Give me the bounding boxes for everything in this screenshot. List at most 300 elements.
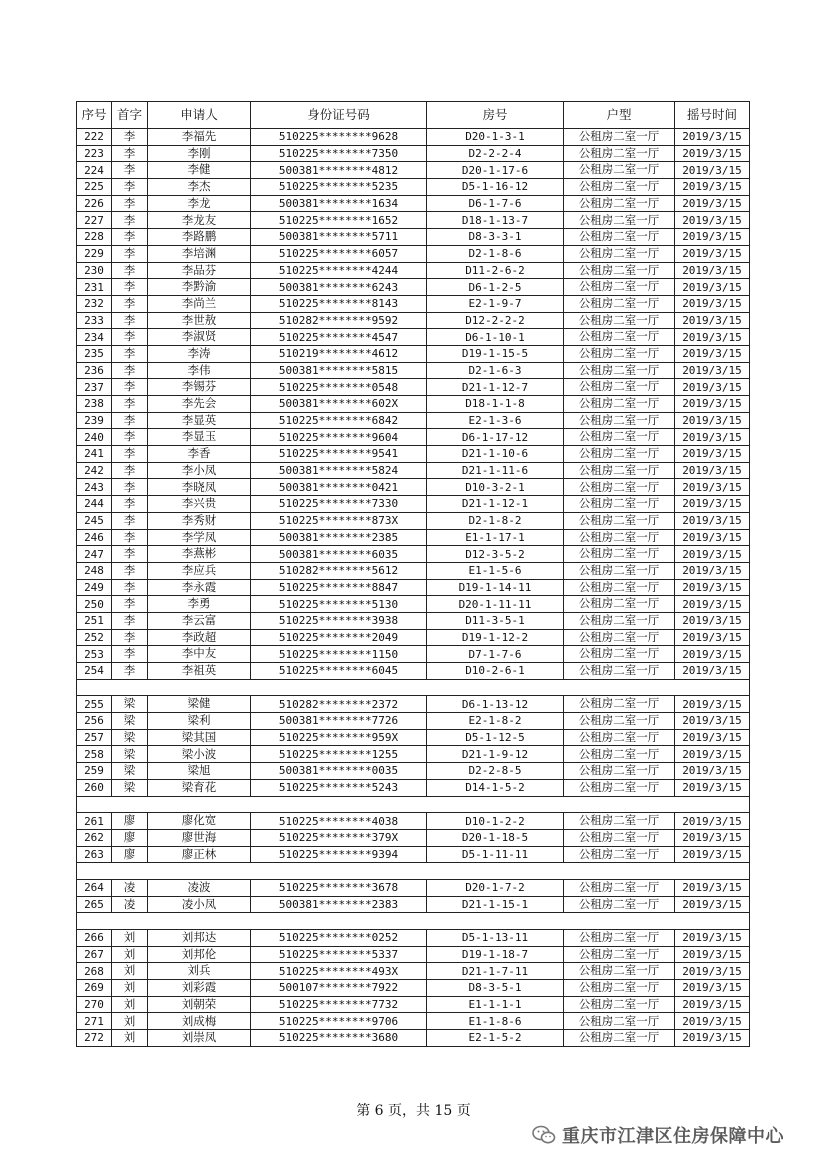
cell-index: 251 — [77, 612, 112, 629]
cell-initial: 李 — [112, 562, 148, 579]
cell-room-number: D5-1-12-5 — [427, 729, 564, 746]
cell-applicant: 李云富 — [148, 612, 251, 629]
cell-unit-type: 公租房二室一厅 — [564, 930, 675, 947]
cell-applicant: 凌小凤 — [148, 896, 251, 913]
cell-lottery-date: 2019/3/15 — [675, 562, 750, 579]
cell-room-number: D6-1-7-6 — [427, 195, 564, 212]
table-row — [77, 129, 750, 146]
cell-index: 223 — [77, 145, 112, 162]
cell-room-number: D6-1-13-12 — [427, 696, 564, 713]
cell-index: 233 — [77, 312, 112, 329]
cell-initial: 刘 — [112, 946, 148, 963]
cell-lottery-date: 2019/3/15 — [675, 262, 750, 279]
cell-room-number: D2-1-8-6 — [427, 245, 564, 262]
cell-id-number: 510225********7732 — [251, 996, 427, 1013]
cell-applicant: 刘邦伦 — [148, 946, 251, 963]
table-separator-row — [77, 679, 750, 696]
cell-index: 246 — [77, 529, 112, 546]
watermark-text: 重庆市江津区住房保障中心 — [562, 1126, 784, 1147]
cell-room-number: D19-1-12-2 — [427, 629, 564, 646]
table-row — [77, 763, 750, 780]
cell-lottery-date: 2019/3/15 — [675, 212, 750, 229]
cell-unit-type: 公租房二室一厅 — [564, 162, 675, 179]
cell-initial: 李 — [112, 295, 148, 312]
cell-index: 235 — [77, 345, 112, 362]
cell-id-number: 510225********959X — [251, 729, 427, 746]
cell-index: 226 — [77, 195, 112, 212]
cell-applicant: 李晓凤 — [148, 479, 251, 496]
table-separator-row — [77, 913, 750, 930]
table-row — [77, 262, 750, 279]
cell-id-number: 500381********0035 — [251, 763, 427, 780]
cell-initial: 李 — [112, 279, 148, 296]
cell-lottery-date: 2019/3/15 — [675, 1013, 750, 1030]
cell-initial: 凌 — [112, 879, 148, 896]
cell-applicant: 李政超 — [148, 629, 251, 646]
table-row — [77, 829, 750, 846]
table-row — [77, 1013, 750, 1030]
cell-initial: 李 — [112, 479, 148, 496]
cell-applicant: 李中友 — [148, 646, 251, 663]
table-row — [77, 462, 750, 479]
cell-room-number: D2-2-8-5 — [427, 763, 564, 780]
cell-unit-type: 公租房二室一厅 — [564, 896, 675, 913]
cell-initial: 李 — [112, 212, 148, 229]
cell-lottery-date: 2019/3/15 — [675, 329, 750, 346]
cell-room-number: D6-1-2-5 — [427, 279, 564, 296]
cell-index: 230 — [77, 262, 112, 279]
cell-applicant: 刘彩霞 — [148, 980, 251, 997]
cell-lottery-date: 2019/3/15 — [675, 996, 750, 1013]
table-row — [77, 746, 750, 763]
cell-index: 254 — [77, 663, 112, 680]
cell-applicant: 廖化宽 — [148, 813, 251, 830]
cell-applicant: 李福先 — [148, 129, 251, 146]
cell-index: 228 — [77, 229, 112, 246]
cell-id-number: 510225********8143 — [251, 295, 427, 312]
cell-room-number: D6-1-17-12 — [427, 429, 564, 446]
table-row — [77, 329, 750, 346]
cell-id-number: 510225********3938 — [251, 612, 427, 629]
table-body — [77, 129, 750, 1047]
header-id-number: 身份证号码 — [251, 102, 427, 129]
cell-lottery-date: 2019/3/15 — [675, 379, 750, 396]
cell-lottery-date: 2019/3/15 — [675, 195, 750, 212]
cell-applicant: 梁健 — [148, 696, 251, 713]
table-row — [77, 245, 750, 262]
cell-id-number: 510225********9394 — [251, 846, 427, 863]
cell-applicant: 梁利 — [148, 713, 251, 730]
cell-applicant: 李勇 — [148, 596, 251, 613]
cell-initial: 梁 — [112, 746, 148, 763]
cell-lottery-date: 2019/3/15 — [675, 362, 750, 379]
cell-applicant: 凌波 — [148, 879, 251, 896]
cell-initial: 廖 — [112, 829, 148, 846]
cell-room-number: D20-1-11-11 — [427, 596, 564, 613]
cell-index: 234 — [77, 329, 112, 346]
page-number: 第 6 页，共 15 页 — [356, 1103, 471, 1119]
cell-id-number: 510225********4244 — [251, 262, 427, 279]
cell-lottery-date: 2019/3/15 — [675, 179, 750, 196]
cell-index: 232 — [77, 295, 112, 312]
table-row — [77, 813, 750, 830]
cell-id-number: 500381********1634 — [251, 195, 427, 212]
cell-unit-type: 公租房二室一厅 — [564, 345, 675, 362]
table-row — [77, 145, 750, 162]
cell-unit-type: 公租房二室一厅 — [564, 946, 675, 963]
cell-initial: 李 — [112, 396, 148, 413]
cell-initial: 梁 — [112, 696, 148, 713]
cell-index: 262 — [77, 829, 112, 846]
cell-room-number: E2-1-8-2 — [427, 713, 564, 730]
cell-applicant: 李显玉 — [148, 429, 251, 446]
cell-room-number: D11-3-5-1 — [427, 612, 564, 629]
cell-initial: 梁 — [112, 713, 148, 730]
cell-applicant: 廖世海 — [148, 829, 251, 846]
cell-unit-type: 公租房二室一厅 — [564, 646, 675, 663]
cell-applicant: 李应兵 — [148, 562, 251, 579]
cell-initial: 刘 — [112, 1030, 148, 1047]
table-row — [77, 412, 750, 429]
cell-room-number: D21-1-9-12 — [427, 746, 564, 763]
cell-lottery-date: 2019/3/15 — [675, 245, 750, 262]
cell-applicant: 李秀财 — [148, 512, 251, 529]
cell-unit-type: 公租房二室一厅 — [564, 295, 675, 312]
cell-applicant: 李刚 — [148, 145, 251, 162]
cell-id-number: 510225********493X — [251, 963, 427, 980]
cell-lottery-date: 2019/3/15 — [675, 829, 750, 846]
table-row — [77, 229, 750, 246]
cell-lottery-date: 2019/3/15 — [675, 529, 750, 546]
cell-initial: 刘 — [112, 996, 148, 1013]
table-row — [77, 629, 750, 646]
cell-id-number: 500381********6035 — [251, 546, 427, 563]
cell-index: 268 — [77, 963, 112, 980]
cell-id-number: 510225********6057 — [251, 245, 427, 262]
cell-applicant: 李涛 — [148, 345, 251, 362]
cell-id-number: 510225********1150 — [251, 646, 427, 663]
table-row — [77, 663, 750, 680]
table-row — [77, 779, 750, 796]
cell-id-number: 500381********5711 — [251, 229, 427, 246]
cell-id-number: 510225********6045 — [251, 663, 427, 680]
cell-room-number: D21-1-11-6 — [427, 462, 564, 479]
cell-id-number: 510282********9592 — [251, 312, 427, 329]
cell-applicant: 刘兵 — [148, 963, 251, 980]
cell-index: 272 — [77, 1030, 112, 1047]
cell-unit-type: 公租房二室一厅 — [564, 1013, 675, 1030]
cell-applicant: 李龙友 — [148, 212, 251, 229]
watermark — [532, 1122, 784, 1148]
cell-index: 250 — [77, 596, 112, 613]
table-header-row — [77, 102, 750, 129]
cell-lottery-date: 2019/3/15 — [675, 129, 750, 146]
cell-unit-type: 公租房二室一厅 — [564, 312, 675, 329]
cell-room-number: E2-1-5-2 — [427, 1030, 564, 1047]
cell-unit-type: 公租房二室一厅 — [564, 746, 675, 763]
cell-room-number: D8-3-5-1 — [427, 980, 564, 997]
cell-index: 222 — [77, 129, 112, 146]
cell-index: 253 — [77, 646, 112, 663]
cell-id-number: 510225********5337 — [251, 946, 427, 963]
cell-unit-type: 公租房二室一厅 — [564, 529, 675, 546]
table-row — [77, 279, 750, 296]
cell-initial: 李 — [112, 229, 148, 246]
cell-index: 240 — [77, 429, 112, 446]
cell-unit-type: 公租房二室一厅 — [564, 963, 675, 980]
cell-lottery-date: 2019/3/15 — [675, 279, 750, 296]
cell-room-number: D18-1-13-7 — [427, 212, 564, 229]
cell-room-number: D12-3-5-2 — [427, 546, 564, 563]
cell-lottery-date: 2019/3/15 — [675, 779, 750, 796]
header-unit-type: 户型 — [564, 102, 675, 129]
cell-applicant: 廖正林 — [148, 846, 251, 863]
cell-unit-type: 公租房二室一厅 — [564, 145, 675, 162]
cell-room-number: D21-1-12-1 — [427, 496, 564, 513]
cell-lottery-date: 2019/3/15 — [675, 295, 750, 312]
cell-id-number: 510225********5243 — [251, 779, 427, 796]
cell-lottery-date: 2019/3/15 — [675, 946, 750, 963]
cell-unit-type: 公租房二室一厅 — [564, 329, 675, 346]
cell-applicant: 李燕彬 — [148, 546, 251, 563]
cell-unit-type: 公租房二室一厅 — [564, 229, 675, 246]
cell-index: 245 — [77, 512, 112, 529]
cell-lottery-date: 2019/3/15 — [675, 963, 750, 980]
cell-applicant: 李尚兰 — [148, 295, 251, 312]
table-row — [77, 429, 750, 446]
cell-initial: 李 — [112, 329, 148, 346]
cell-index: 248 — [77, 562, 112, 579]
cell-lottery-date: 2019/3/15 — [675, 396, 750, 413]
cell-index: 255 — [77, 696, 112, 713]
table-row — [77, 345, 750, 362]
cell-initial: 李 — [112, 312, 148, 329]
table-row — [77, 546, 750, 563]
cell-initial: 刘 — [112, 980, 148, 997]
cell-applicant: 李祖英 — [148, 663, 251, 680]
cell-index: 265 — [77, 896, 112, 913]
cell-unit-type: 公租房二室一厅 — [564, 479, 675, 496]
cell-unit-type: 公租房二室一厅 — [564, 696, 675, 713]
cell-lottery-date: 2019/3/15 — [675, 162, 750, 179]
cell-index: 241 — [77, 446, 112, 463]
cell-unit-type: 公租房二室一厅 — [564, 813, 675, 830]
cell-unit-type: 公租房二室一厅 — [564, 663, 675, 680]
table-row — [77, 646, 750, 663]
cell-initial: 李 — [112, 162, 148, 179]
cell-unit-type: 公租房二室一厅 — [564, 713, 675, 730]
cell-applicant: 梁其国 — [148, 729, 251, 746]
cell-id-number: 500381********5824 — [251, 462, 427, 479]
table-row — [77, 879, 750, 896]
cell-initial: 李 — [112, 245, 148, 262]
cell-initial: 李 — [112, 579, 148, 596]
cell-lottery-date: 2019/3/15 — [675, 696, 750, 713]
cell-id-number: 510225********4038 — [251, 813, 427, 830]
cell-lottery-date: 2019/3/15 — [675, 646, 750, 663]
cell-room-number: D7-1-7-6 — [427, 646, 564, 663]
cell-applicant: 李品芬 — [148, 262, 251, 279]
cell-room-number: D2-1-8-2 — [427, 512, 564, 529]
cell-id-number: 510225********3680 — [251, 1030, 427, 1047]
cell-unit-type: 公租房二室一厅 — [564, 496, 675, 513]
cell-lottery-date: 2019/3/15 — [675, 629, 750, 646]
cell-index: 239 — [77, 412, 112, 429]
cell-room-number: D10-2-6-1 — [427, 663, 564, 680]
cell-initial: 刘 — [112, 930, 148, 947]
cell-initial: 李 — [112, 179, 148, 196]
cell-lottery-date: 2019/3/15 — [675, 930, 750, 947]
cell-applicant: 李伟 — [148, 362, 251, 379]
cell-room-number: D21-1-10-6 — [427, 446, 564, 463]
cell-unit-type: 公租房二室一厅 — [564, 996, 675, 1013]
cell-id-number: 510225********1652 — [251, 212, 427, 229]
cell-unit-type: 公租房二室一厅 — [564, 412, 675, 429]
table-separator-row — [77, 863, 750, 880]
cell-room-number: D5-1-16-12 — [427, 179, 564, 196]
cell-index: 237 — [77, 379, 112, 396]
cell-lottery-date: 2019/3/15 — [675, 546, 750, 563]
table-row — [77, 930, 750, 947]
cell-lottery-date: 2019/3/15 — [675, 462, 750, 479]
cell-applicant: 李兴贵 — [148, 496, 251, 513]
cell-applicant: 李小凤 — [148, 462, 251, 479]
cell-unit-type: 公租房二室一厅 — [564, 129, 675, 146]
cell-applicant: 梁小波 — [148, 746, 251, 763]
table-row — [77, 596, 750, 613]
cell-applicant: 李学凤 — [148, 529, 251, 546]
cell-lottery-date: 2019/3/15 — [675, 145, 750, 162]
cell-unit-type: 公租房二室一厅 — [564, 179, 675, 196]
table-row — [77, 846, 750, 863]
cell-id-number: 500381********6243 — [251, 279, 427, 296]
cell-room-number: D5-1-11-11 — [427, 846, 564, 863]
cell-id-number: 510225********873X — [251, 512, 427, 529]
cell-index: 256 — [77, 713, 112, 730]
cell-unit-type: 公租房二室一厅 — [564, 245, 675, 262]
cell-lottery-date: 2019/3/15 — [675, 446, 750, 463]
cell-id-number: 510225********9706 — [251, 1013, 427, 1030]
cell-index: 271 — [77, 1013, 112, 1030]
header-initial: 首字 — [112, 102, 148, 129]
cell-room-number: D20-1-17-6 — [427, 162, 564, 179]
cell-room-number: E1-1-1-1 — [427, 996, 564, 1013]
cell-unit-type: 公租房二室一厅 — [564, 212, 675, 229]
cell-initial: 李 — [112, 496, 148, 513]
cell-id-number: 500381********2383 — [251, 896, 427, 913]
cell-initial: 李 — [112, 379, 148, 396]
cell-applicant: 李健 — [148, 162, 251, 179]
table-row — [77, 696, 750, 713]
cell-initial: 李 — [112, 529, 148, 546]
cell-room-number: D6-1-10-1 — [427, 329, 564, 346]
cell-unit-type: 公租房二室一厅 — [564, 629, 675, 646]
cell-unit-type: 公租房二室一厅 — [564, 262, 675, 279]
table-row — [77, 379, 750, 396]
cell-initial: 李 — [112, 429, 148, 446]
cell-index: 227 — [77, 212, 112, 229]
cell-applicant: 刘朝荣 — [148, 996, 251, 1013]
cell-applicant: 李淑贤 — [148, 329, 251, 346]
cell-id-number: 510282********2372 — [251, 696, 427, 713]
cell-unit-type: 公租房二室一厅 — [564, 612, 675, 629]
cell-initial: 李 — [112, 663, 148, 680]
separator-cell — [77, 913, 750, 930]
cell-lottery-date: 2019/3/15 — [675, 229, 750, 246]
cell-room-number: D20-1-7-2 — [427, 879, 564, 896]
cell-id-number: 510225********0252 — [251, 930, 427, 947]
table-row — [77, 946, 750, 963]
table-row — [77, 896, 750, 913]
cell-room-number: D18-1-1-8 — [427, 396, 564, 413]
cell-unit-type: 公租房二室一厅 — [564, 729, 675, 746]
cell-lottery-date: 2019/3/15 — [675, 612, 750, 629]
cell-unit-type: 公租房二室一厅 — [564, 829, 675, 846]
cell-lottery-date: 2019/3/15 — [675, 512, 750, 529]
cell-initial: 李 — [112, 446, 148, 463]
cell-room-number: D20-1-18-5 — [427, 829, 564, 846]
table-row — [77, 312, 750, 329]
separator-cell — [77, 796, 750, 813]
cell-lottery-date: 2019/3/15 — [675, 980, 750, 997]
cell-initial: 廖 — [112, 813, 148, 830]
cell-applicant: 刘邦达 — [148, 930, 251, 947]
cell-room-number: D12-2-2-2 — [427, 312, 564, 329]
cell-lottery-date: 2019/3/15 — [675, 345, 750, 362]
cell-id-number: 510225********9604 — [251, 429, 427, 446]
cell-id-number: 510225********5130 — [251, 596, 427, 613]
cell-unit-type: 公租房二室一厅 — [564, 396, 675, 413]
table-row — [77, 496, 750, 513]
cell-room-number: E2-1-3-6 — [427, 412, 564, 429]
cell-id-number: 510282********5612 — [251, 562, 427, 579]
cell-id-number: 510225********2049 — [251, 629, 427, 646]
header-index: 序号 — [77, 102, 112, 129]
cell-unit-type: 公租房二室一厅 — [564, 462, 675, 479]
cell-applicant: 李黔渝 — [148, 279, 251, 296]
cell-lottery-date: 2019/3/15 — [675, 479, 750, 496]
table-row — [77, 562, 750, 579]
cell-initial: 李 — [112, 362, 148, 379]
cell-index: 225 — [77, 179, 112, 196]
cell-id-number: 500381********0421 — [251, 479, 427, 496]
cell-applicant: 李世敖 — [148, 312, 251, 329]
cell-id-number: 500381********5815 — [251, 362, 427, 379]
cell-applicant: 李香 — [148, 446, 251, 463]
cell-id-number: 510225********0548 — [251, 379, 427, 396]
cell-unit-type: 公租房二室一厅 — [564, 379, 675, 396]
cell-unit-type: 公租房二室一厅 — [564, 195, 675, 212]
cell-lottery-date: 2019/3/15 — [675, 763, 750, 780]
cell-lottery-date: 2019/3/15 — [675, 846, 750, 863]
table-row — [77, 212, 750, 229]
cell-initial: 李 — [112, 462, 148, 479]
cell-initial: 廖 — [112, 846, 148, 863]
cell-initial: 李 — [112, 129, 148, 146]
cell-initial: 李 — [112, 145, 148, 162]
cell-id-number: 510225********5235 — [251, 179, 427, 196]
cell-lottery-date: 2019/3/15 — [675, 879, 750, 896]
table-row — [77, 713, 750, 730]
cell-id-number: 510225********1255 — [251, 746, 427, 763]
cell-room-number: D21-1-12-7 — [427, 379, 564, 396]
cell-room-number: D8-3-3-1 — [427, 229, 564, 246]
cell-id-number: 510225********7350 — [251, 145, 427, 162]
cell-index: 252 — [77, 629, 112, 646]
header-applicant: 申请人 — [148, 102, 251, 129]
table-row — [77, 362, 750, 379]
wechat-icon — [532, 1125, 556, 1145]
